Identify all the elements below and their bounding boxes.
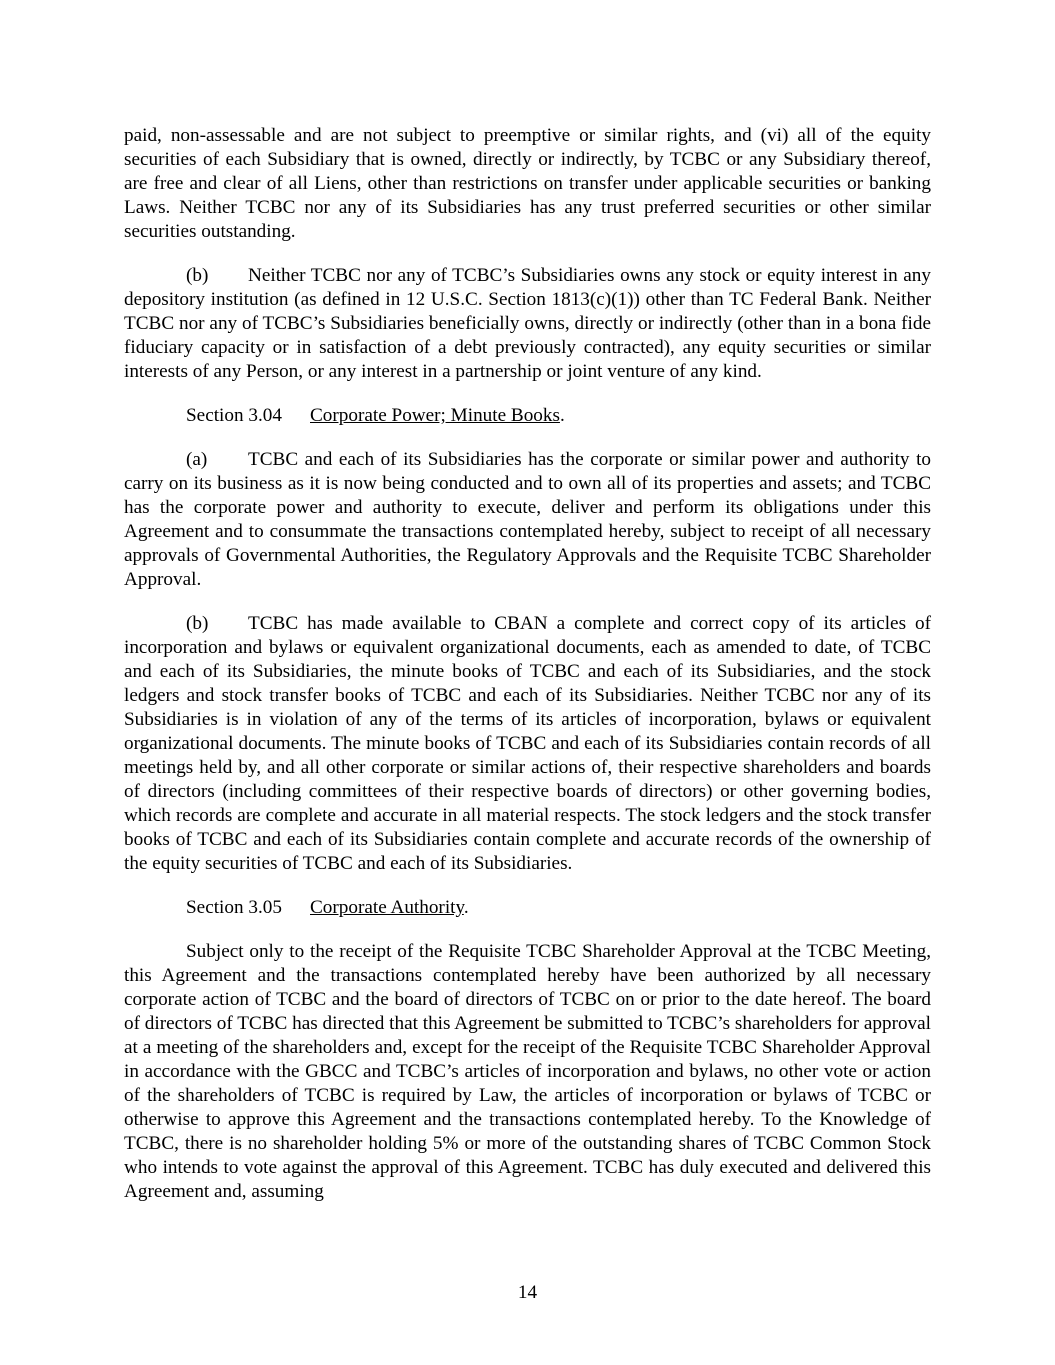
paragraph-text: TCBC and each of its Subsidiaries has the corporate or similar power and authority to carry on its business as it is now being conducted and to own all of its properties and assets; and TCBC has the corporate power and authority to execute, deliver and perform its obligations under this Agreement and to consummate the transactions contemplated hereby, subject to receipt of all necessary approvals of Governmental Authorities, the Regulatory Approvals and the Requisite TCBC Shareholder Approval. bbox=[124, 449, 931, 590]
paragraph-continuation: paid, non-assessable and are not subject to preemptive or similar rights, and (vi) all of the equity securities of each Subsidiary that is owned, directly or indirectly, by TCBC or any Subsidiary thereof, are free and clear of all Liens, other than restrictions on transfer under applicable securities or banking Laws. Neither TCBC nor any of its Subsidiaries has any trust preferred securities or other similar securities outstanding. bbox=[124, 125, 931, 242]
paragraph-label: (a) bbox=[186, 449, 208, 470]
paragraph-b-depository bbox=[124, 264, 931, 384]
section-heading-3-04 bbox=[124, 404, 931, 428]
paragraph-label: (b) bbox=[186, 265, 209, 286]
page-number: 14 bbox=[517, 1282, 538, 1303]
section-number: Section 3.05 bbox=[186, 897, 282, 918]
paragraph-a-corporate-power bbox=[124, 448, 931, 592]
paragraph-text: TCBC has made available to CBAN a complete and correct copy of its articles of incorporation and bylaws or equivalent organizational documents, each as amended to date, of TCBC and each of its Subsidiaries, the minute books of TCBC and each of its Subsidiaries, and the stock ledgers and stock transfer books of TCBC and each of its Subsidiaries. Neither TCBC nor any of its Subsidiaries is in violation of any of the terms of its articles of incorporation, bylaws or equivalent organizational documents. The minute books of TCBC and each of its Subsidiaries contain records of all meetings held by, and all other corporate or similar actions of, their respective shareholders and boards of directors (including committees of their respective boards of directors) or other governing bodies, which records are complete and accurate in all material respects. The stock ledgers and the stock transfer books of TCBC and each of its Subsidiaries contain complete and accurate records of the ownership of the equity securities of TCBC and each of its Subsidiaries. bbox=[124, 613, 931, 874]
section-title-period: . bbox=[463, 897, 469, 918]
section-heading-3-05 bbox=[124, 896, 931, 920]
section-title-period: . bbox=[559, 405, 565, 426]
document-page bbox=[124, 124, 931, 1204]
section-title: Corporate Power; Minute Books bbox=[310, 405, 560, 426]
section-number: Section 3.04 bbox=[186, 405, 282, 426]
section-title: Corporate Authority bbox=[310, 897, 464, 918]
paragraph-corporate-authority: Subject only to the receipt of the Requisite TCBC Shareholder Approval at the TCBC Meeting, this Agreement and the transactions contemplated hereby have been authorized by all necessary corporate action of TCBC and the board of directors of TCBC on or prior to the date hereof. The board of directors of TCBC has directed that this Agreement be submitted to TCBC’s shareholders for approval at a meeting of the shareholders and, except for the receipt of the Requisite TCBC Shareholder Approval in accordance with the GBCC and TCBC’s articles of incorporation and bylaws, no other vote or action of the shareholders of TCBC is required by Law, the articles of incorporation or bylaws of TCBC or otherwise to approve this Agreement and the transactions contemplated hereby. To the Knowledge of TCBC, there is no shareholder holding 5% or more of the outstanding shares of TCBC Common Stock who intends to vote against the approval of this Agreement. TCBC has duly executed and delivered this Agreement and, assuming bbox=[124, 941, 931, 1202]
paragraph-text: Neither TCBC nor any of TCBC’s Subsidiaries owns any stock or equity interest in any depository institution (as defined in 12 U.S.C. Section 1813(c)(1)) other than TC Federal Bank. Neither TCBC nor any of TCBC’s Subsidiaries beneficially owns, directly or indirectly (other than in a bona fide fiduciary capacity or in satisfaction of a debt previously contracted), any equity securities or similar interests of any Person, or any interest in a partnership or joint venture of any kind. bbox=[124, 265, 931, 382]
paragraph-b-minute-books bbox=[124, 612, 931, 876]
paragraph-label: (b) bbox=[186, 613, 209, 634]
